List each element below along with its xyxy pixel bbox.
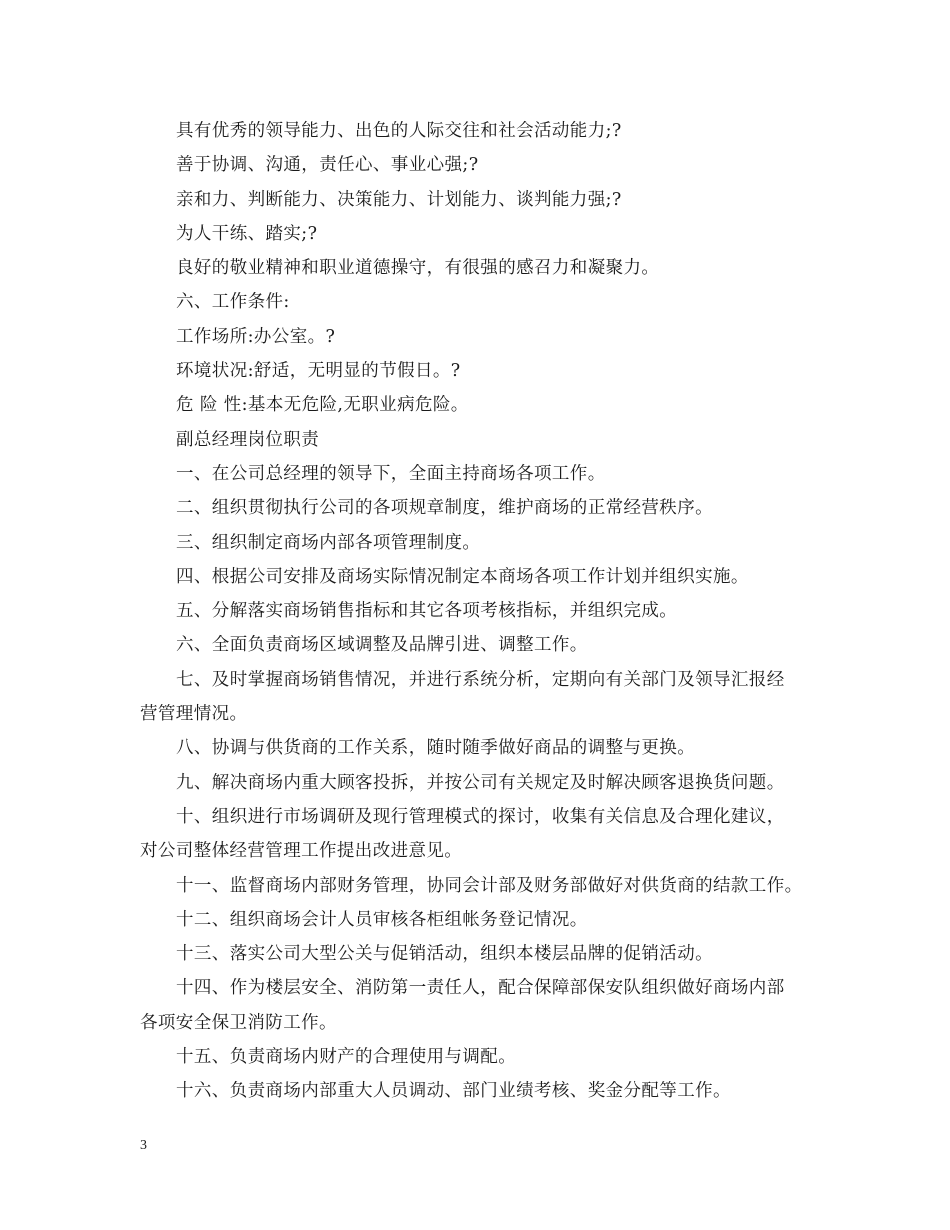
document-body bbox=[140, 114, 830, 1109]
text-line: 六、全面负责商场区域调整及品牌引进、调整工作。 bbox=[176, 635, 588, 656]
text-line: 三、组织制定商场内部各项管理制度。 bbox=[176, 532, 481, 553]
text-line: 工作场所:办公室。? bbox=[176, 326, 336, 347]
text-line: 亲和力、判断能力、决策能力、计划能力、谈判能力强;? bbox=[176, 189, 622, 210]
text-line: 五、分解落实商场销售指标和其它各项考核指标，并组织完成。 bbox=[176, 601, 678, 622]
text-line: 二、组织贯彻执行公司的各项规章制度，维护商场的正常经营秩序。 bbox=[176, 498, 713, 519]
text-line: 具有优秀的领导能力、出色的人际交往和社会活动能力;? bbox=[176, 121, 622, 141]
text-line: 八、协调与供货商的工作关系，随时随季做好商品的调整与更换。 bbox=[176, 738, 696, 759]
text-line: 四、根据公司安排及商场实际情况制定本商场各项工作计划并组织实施。 bbox=[176, 566, 749, 587]
text-line: 为人干练、踏实;? bbox=[176, 223, 318, 244]
text-line: 十五、负责商场内财产的合理使用与调配。 bbox=[176, 1047, 517, 1068]
text-line: 对公司整体经营管理工作提出改进意见。 bbox=[140, 841, 463, 862]
text-line: 九、解决商场内重大顾客投拆，并按公司有关规定及时解决顾客退换货问题。 bbox=[176, 772, 785, 793]
text-line: 十一、监督商场内部财务管理，协同会计部及财务部做好对供货商的结款工作。 bbox=[176, 875, 803, 896]
text-line: 一、在公司总经理的领导下，全面主持商场各项工作。 bbox=[176, 463, 606, 484]
text-line: 营管理情况。 bbox=[140, 704, 248, 725]
text-line: 危 险 性:基本无危险,无职业病危险。 bbox=[176, 395, 469, 416]
text-line: 十三、落实公司大型公关与促销活动，组织本楼层品牌的促销活动。 bbox=[176, 944, 713, 965]
text-line: 十二、组织商场会计人员审核各柜组帐务登记情况。 bbox=[176, 909, 588, 930]
text-line: 十六、负责商场内部重大人员调动、部门业绩考核、奖金分配等工作。 bbox=[176, 1081, 731, 1102]
text-line: 各项安全保卫消防工作。 bbox=[140, 1012, 337, 1033]
text-line: 善于协调、沟通，责任心、事业心强;? bbox=[176, 155, 479, 176]
text-line: 七、及时掌握商场销售情况，并进行系统分析，定期向有关部门及领导汇报经 bbox=[176, 669, 785, 690]
text-line: 副总经理岗位职责 bbox=[176, 429, 320, 450]
page-number: 3 bbox=[140, 1138, 147, 1153]
text-line: 六、工作条件: bbox=[176, 292, 290, 313]
text-line: 十四、作为楼层安全、消防第一责任人，配合保障部保安队组织做好商场内部 bbox=[176, 978, 785, 999]
text-line: 环境状况:舒适，无明显的节假日。? bbox=[176, 361, 461, 382]
text-line: 良好的敬业精神和职业道德操守，有很强的感召力和凝聚力。 bbox=[176, 258, 660, 279]
text-line: 十、组织进行市场调研及现行管理模式的探讨，收集有关信息及合理化建议， bbox=[176, 806, 785, 827]
